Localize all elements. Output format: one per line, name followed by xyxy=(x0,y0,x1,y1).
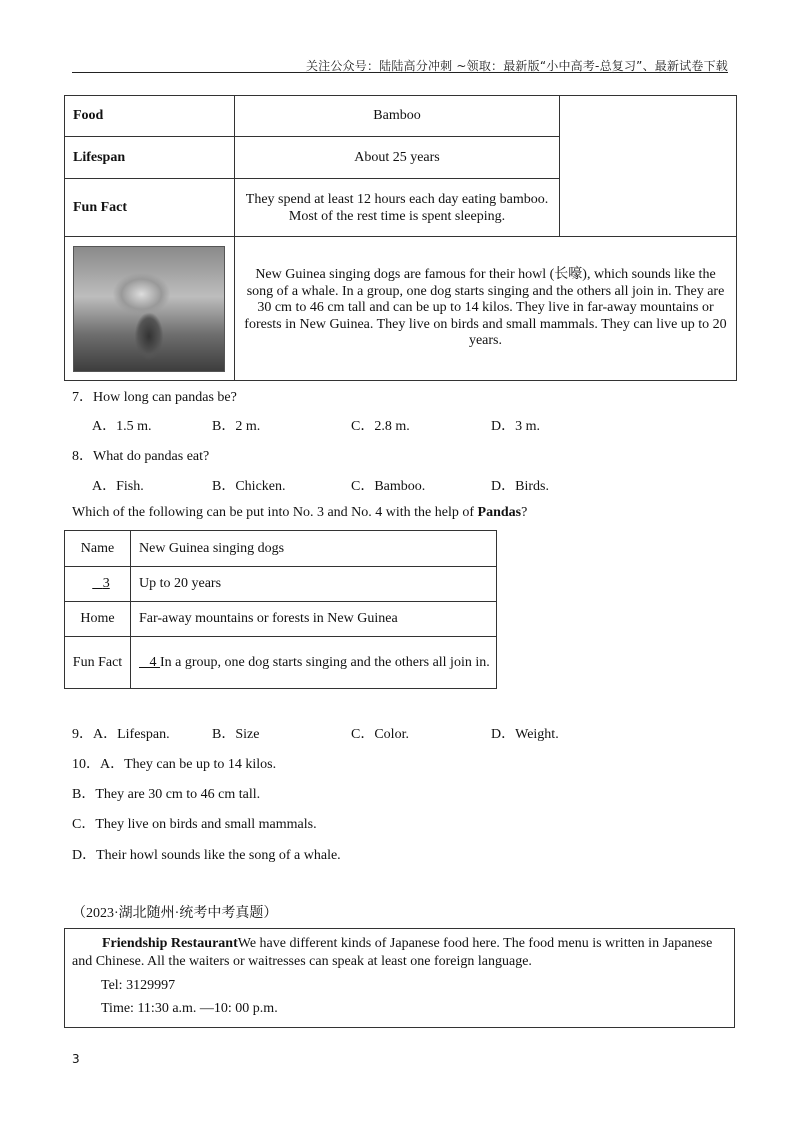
dog-info-table xyxy=(64,530,497,689)
q9-option-d: D．Weight. xyxy=(491,727,559,742)
blank-3 xyxy=(92,576,110,591)
blank-number: 4 xyxy=(149,654,157,670)
instruction-bold: Pandas xyxy=(477,505,522,520)
row-label: Name xyxy=(65,531,131,567)
instruction xyxy=(72,505,527,521)
q8-option-a: A．Fish. xyxy=(92,479,144,494)
q8-option-c: C．Bamboo. xyxy=(351,479,426,494)
row-value xyxy=(131,637,497,689)
instruction-text: Which of the following can be put into No. 3 and No. 4 with the help of xyxy=(72,505,478,520)
fun-fact-text: In a group, one dog starts singing and the others all join in. xyxy=(160,654,490,670)
blank-number: 3 xyxy=(102,576,110,591)
blank-4 xyxy=(139,655,160,670)
row-label: Fun Fact xyxy=(65,637,131,689)
table-row xyxy=(65,602,497,637)
header-divider xyxy=(72,72,728,73)
restaurant-time: Time: 11:30 a.m. —10: 00 p.m. xyxy=(101,1001,278,1016)
q10-option-d: D．Their howl sounds like the song of a whale. xyxy=(72,848,341,863)
table-row xyxy=(65,567,497,602)
question-8: 8．What do pandas eat? xyxy=(72,449,210,464)
fun-fact-line-2: Most of the rest time is spent sleeping. xyxy=(288,208,506,224)
q7-option-b: B．2 m. xyxy=(212,419,261,434)
table-row xyxy=(65,237,737,381)
q10-option-c: C．They live on birds and small mammals. xyxy=(72,817,317,832)
table-row xyxy=(65,96,737,137)
row-value: Up to 20 years xyxy=(131,567,497,602)
dog-description: New Guinea singing dogs are famous for their howl (长嚎), which sounds like the song of a whale. In a group, one dog starts singing and the others all join in. They are 30 cm to 46 cm tall and can be up to 14 kilos. They live in far-away mountains or forests in New Guinea. They live on birds and small mammals. They can live up to 20 years. xyxy=(235,237,737,381)
restaurant-desc: We have different kinds of Japanese food here. The food menu is written in Japanese and Chinese. All the waiters or waitresses can speak at least one foreign language. xyxy=(72,936,713,969)
row-value: About 25 years xyxy=(235,137,560,179)
question-7: 7．How long can pandas be? xyxy=(72,390,237,405)
row-value xyxy=(235,179,560,237)
q7-option-c: C．2.8 m. xyxy=(351,419,410,434)
q9-option-a: 9．A．Lifespan. xyxy=(72,727,170,742)
restaurant-ad xyxy=(64,928,735,1028)
restaurant-tel: Tel: 3129997 xyxy=(101,978,176,993)
instruction-suffix: ? xyxy=(521,505,528,520)
source-label: （2023·湖北随州·统考中考真题） xyxy=(72,906,278,921)
page-number: 3 xyxy=(72,1052,80,1066)
fun-fact-line-1: They spend at least 12 hours each day eating bamboo. xyxy=(245,191,549,207)
row-label: Fun Fact xyxy=(65,179,235,237)
row-value: Bamboo xyxy=(235,96,560,137)
q8-option-b: B．Chicken. xyxy=(212,479,286,494)
dog-photo xyxy=(73,246,225,372)
row-value: New Guinea singing dogs xyxy=(131,531,497,567)
panda-info-table xyxy=(64,95,737,381)
q9-option-c: C．Color. xyxy=(351,727,409,742)
table-row xyxy=(65,531,497,567)
q9-option-b: B．Size xyxy=(212,727,260,742)
empty-cell xyxy=(560,96,737,237)
table-row xyxy=(65,637,497,689)
q10-option-b: B．They are 30 cm to 46 cm tall. xyxy=(72,787,261,802)
q7-option-d: D．3 m. xyxy=(491,419,540,434)
q8-option-d: D．Birds. xyxy=(491,479,549,494)
q7-option-a: A．1.5 m. xyxy=(92,419,152,434)
restaurant-paragraph xyxy=(72,935,727,971)
restaurant-name: Friendship Restaurant xyxy=(102,936,238,951)
row-value: Far-away mountains or forests in New Guinea xyxy=(131,602,497,637)
row-label: Food xyxy=(65,96,235,137)
row-label: Lifespan xyxy=(65,137,235,179)
page-header: 关注公众号：陆陆高分冲刺 ~领取：最新版“小中高考-总复习”、最新试卷下载 xyxy=(305,59,728,73)
row-label: Home xyxy=(65,602,131,637)
row-label xyxy=(65,567,131,602)
photo-cell xyxy=(65,237,235,381)
q10-option-a: 10．A．They can be up to 14 kilos. xyxy=(72,757,277,772)
